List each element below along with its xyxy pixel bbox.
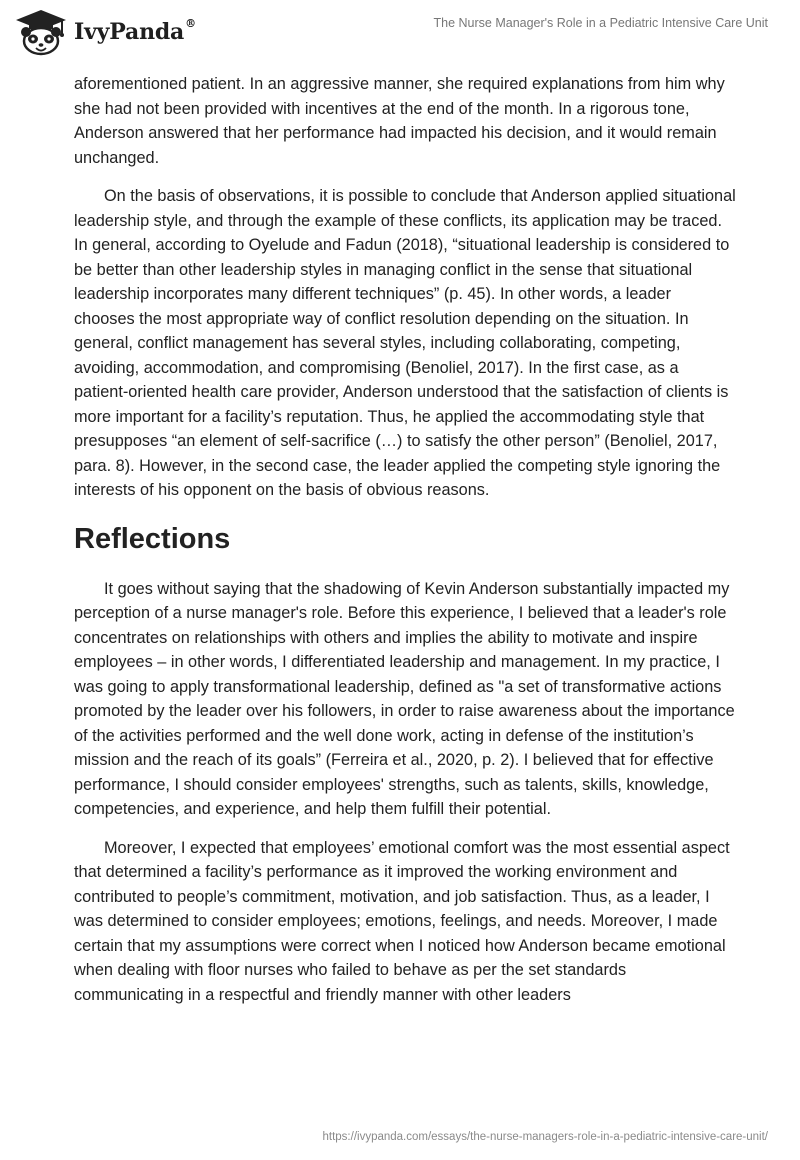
paragraph: Moreover, I expected that employees’ emotional comfort was the most essential aspect that determined a facility’s performance as it improved the working environment and contributed to people’s commitment, motivation, and job satisfaction. Thus, as a leader, I was determined to consider employees; emotions, feelings, and needs. Moreover, I made certain that my assumptions were correct when I noticed how Anderson became emotional when dealing with floor nurses who failed to behave as per the set standards communicating in a respectful and friendly manner with other leaders [74,838,730,1004]
running-title: The Nurse Manager's Role in a Pediatric Intensive Care Unit [433,16,768,30]
paragraph: aforementioned patient. In an aggressive manner, she required explanations from him why she had not been provided with incentives at the end of the month. In a rigorous tone, Anderson answered that her performance had impacted his decision, and it would remain unchanged. [74,75,725,167]
essay-content [74,72,736,1021]
brand-name: IvyPanda® [74,17,196,45]
paragraph: On the basis of observations, it is possible to conclude that Anderson applied situational leadership style, and through the example of these conflicts, its application may be traced. In general, according to Oyelude and Fadun (2018), “situational leadership is considered to be better than other leadership styles in managing conflict in the sense that situational leadership incorporates many different techniques” (p. 45). In other words, a leader chooses the most appropriate way of conflict resolution depending on the situation. In general, conflict management has several styles, including collaborating, competing, avoiding, accommodation, and compromising (Benoliel, 2017). In the first case, as a patient-oriented health care provider, Anderson understood that the satisfaction of clients is more important for a facility’s reputation. Thus, he applied the accommodating style that presupposes “an element of self-sacrifice (…) to satisfy the other person” (Benoliel, 2017, para. 8). However, in the second case, the leader applied the competing style ignoring the interests of his opponent on the basis of obvious reasons. [74,187,736,499]
section-heading: Reflections [74,522,231,555]
source-url[interactable]: https://ivypanda.com/essays/the-nurse-managers-role-in-a-pediatric-intensive-care-unit/ [322,1131,768,1143]
paragraph: It goes without saying that the shadowing of Kevin Anderson substantially impacted my perception of a nurse manager's role. Before this experience, I believed that a leader's role concentrates on relationships with others and implies the ability to motivate and inspire employees – in other words, I differentiated leadership and management. In my practice, I was going to apply transformational leadership, defined as "a set of transformative actions promoted by the leader over his followers, in order to raise awareness about the importance of the activities performed and the well done work, acting in defense of the institution’s mission and the reach of its goals” (Ferreira et al., 2020, p. 2). I believed that for effective performance, I should consider employees' strengths, such as talents, skills, knowledge, competencies, and experience, and help them fulfill their potential. [74,579,735,818]
page-header [0,0,800,70]
ivypanda-logo[interactable] [14,8,196,56]
panda-graduate-icon [14,8,68,56]
registered-mark: ® [185,17,196,30]
